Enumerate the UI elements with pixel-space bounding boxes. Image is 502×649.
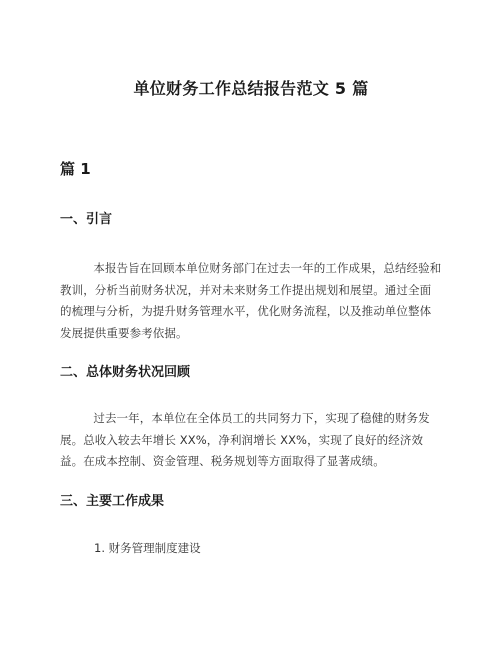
section-heading-overview: 二、总体财务状况回顾 xyxy=(60,365,191,380)
section-heading-achievements: 三、主要工作成果 xyxy=(60,494,165,509)
part-heading: 篇 1 xyxy=(60,160,91,178)
document-title: 单位财务工作总结报告范文 5 篇 xyxy=(133,79,369,98)
section-heading-intro: 一、引言 xyxy=(60,212,113,227)
section-paragraph-overview: 过去一年，本单位在全体员工的共同努力下，实现了稳健的财务发展。总收入较去年增长 XX%，净利润增长 XX%，实现了良好的经济效益。在成本控制、资金管理、税务规划等方面取得了显著成绩。 xyxy=(60,411,430,468)
section-paragraph-intro: 本报告旨在回顾本单位财务部门在过去一年的工作成果，总结经验和教训，分析当前财务状况，并对未来财务工作提出规划和展望。通过全面的梳理与分析，为提升财务管理水平，优化财务流程，以及推动单位整体发展提供重要参考依据。 xyxy=(60,261,442,340)
list-item: 1. 财务管理制度建设 xyxy=(94,541,201,555)
